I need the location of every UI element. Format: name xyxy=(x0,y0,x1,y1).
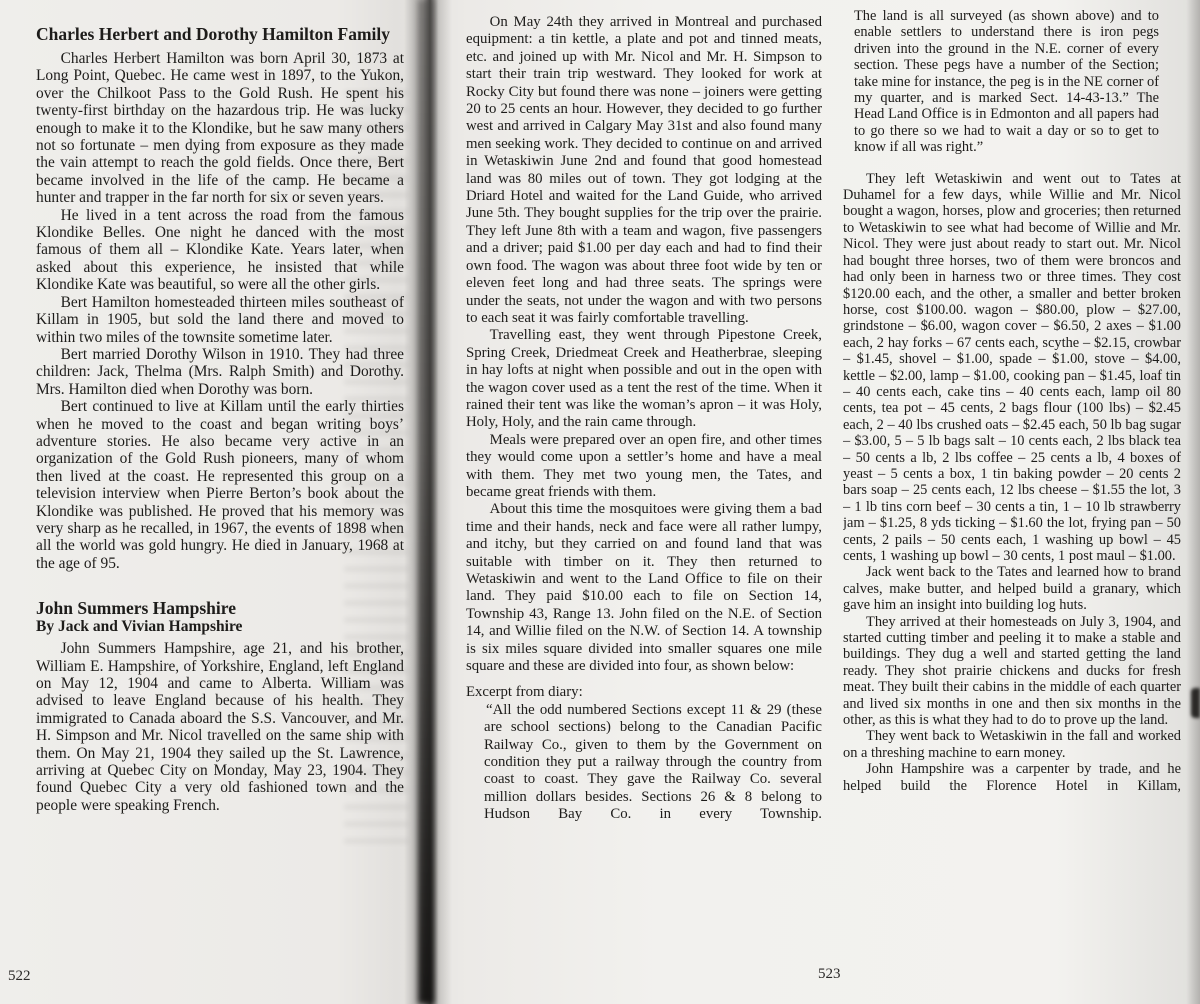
diary-quote-continuation: The land is all surveyed (as shown above) and to enable settlers to understand there is iron pegs driven into the ground in the N.E. corner of every section. These pegs have a number of the Section; take mine for instance, the peg is in the NE corner of my quarter, and is marked Sect. 14-43-13.” The Head Land Office is in Edmonton and all papers had to go there so we had to wait a day or so to get to know if all was right.” xyxy=(854,8,1159,156)
page-number-522: 522 xyxy=(8,968,31,984)
paragraph: Jack went back to the Tates and learned how to brand calves, make butter, and helped build a granary, which gave him an insight into building log huts. xyxy=(843,564,1181,614)
paragraph: About this time the mosquitoes were giving them a bad time and their hands, neck and face were all rather lumpy, and itchy, but they carried on and found land that was suitable with timber on it. They then returned to Wetaskiwin and went to the Land Office to file on their land. They paid $10.00 each to file on Section 14, Township 43, Range 13. John filed on the N.E. of Section 14, and Willie filed on the N.W. of Section 14. A township is six miles square divided into smaller squares one mile square and these are divided into four, as shown below: xyxy=(466,501,822,675)
paragraph: John Summers Hampshire, age 21, and his brother, William E. Hampshire, of Yorkshire, England, left England on May 12, 1904 and came to Alberta. William was advised to leave England because of his health. They immigrated to Canada aboard the S.S. Vancouver, and Mr. H. Simpson and Mr. Nicol travelled on the same ship with them. On May 21, 1904 they sailed up the St. Lawrence, arriving at Quebec City on Monday, May 23, 1904. They found Quebec City a very old fashioned town and the people were speaking French. xyxy=(36,640,404,814)
paragraph: He lived in a tent across the road from the famous Klondike Belles. One night he danced with the most famous of them all – Klondike Kate. Years later, when asked about this experience, he insisted that while Klondike Kate was beautiful, so were all the other girls. xyxy=(36,206,404,294)
paragraph: Charles Herbert Hamilton was born April 30, 1873 at Long Point, Quebec. He came west in 1897, to the Yukon, over the Chilkoot Pass to the Gold Rush. He spent his twenty-first birthday on the hazardous trip. He was lucky enough to make it to the Klondike, but he saw many others not so fortunate – men dying from exposure as they made the vain attempt to reach the gold fields. Once there, Bert became involved in the life of the camp. He became a hunter and trapper in the far north for six or seven years. xyxy=(36,50,404,207)
diary-quote: “All the odd numbered Sections except 11 & 29 (these are school sections) belong to the Canadian Pacific Railway Co., given to them by the Government on condition they put a railway through the country from coast to coast. They gave the Railway Co. several million dollars besides. Sections 26 & 8 belong to Hudson Bay Co. in every Township. xyxy=(484,701,822,823)
section-heading-hampshire: John Summers Hampshire xyxy=(36,598,236,619)
paragraph: Bert married Dorothy Wilson in 1910. They had three children: Jack, Thelma (Mrs. Ralph Smith) and Dorothy. Mrs. Hamilton died when Dorothy was born. xyxy=(36,345,404,398)
paragraph: Bert Hamilton homesteaded thirteen miles southeast of Killam in 1905, but sold the land there and moved to within two miles of the townsite sometime later. xyxy=(36,293,404,346)
page-edge-shadow xyxy=(1186,0,1200,1004)
paragraph: Meals were prepared over an open fire, and other times they would come upon a settler’s home and have a meal with them. They met two young men, the Tates, and became great friends with them. xyxy=(466,431,822,500)
book-gutter-shadow xyxy=(404,0,452,1004)
section-byline: By Jack and Vivian Hampshire xyxy=(36,618,243,636)
paragraph: They arrived at their homesteads on July 3, 1904, and started cutting timber and peeling it to make a stable and buildings. They dug a well and started getting the land ready. They shot prairie chickens and ducks for fresh meat. They built their cabins in the middle of each quarter and lived six months in one and then six months in the other, as this is what they had to do to prove up the land. xyxy=(843,613,1181,729)
page-522-column xyxy=(36,24,404,959)
paragraph: They went back to Wetaskiwin in the fall and worked on a threshing machine to earn money. xyxy=(843,728,1181,761)
page-523-column-right xyxy=(843,8,1181,973)
diary-excerpt-label: Excerpt from diary: xyxy=(466,684,583,701)
paragraph: John Hampshire was a carpenter by trade, and he helped build the Florence Hotel in Killam, xyxy=(843,761,1181,794)
paragraph: Travelling east, they went through Pipestone Creek, Spring Creek, Driedmeat Creek and Heatherbrae, sleeping in hay lofts at night when possible and out in the open with the wagon cover used as a tent the rest of the time. When it rained their tent was like the woman’s apron – it was Holy, Holy, Holy, and the rain came through. xyxy=(466,327,822,431)
paragraph: On May 24th they arrived in Montreal and purchased equipment: a tin kettle, a plate and pot and tinned meats, etc. and joined up with Mr. Nicol and Mr. H. Simpson to start their train trip westward. They looked for work at Rocky City but found there was none – joiners were getting 20 to 25 cents an hour. However, they decided to go further west and arrived in Calgary May 31st and also found many men seeking work. They decided to continue on and arrived in Wetaskiwin June 2nd and found that good homestead land was 80 miles out of town. They got lodging at the Driard Hotel and waited for the Land Guide, who arrived June 5th. They bought supplies for the trip over the prairie. They left June 8th with a team and wagon, five passengers and a driver; paid $1.00 per day each and had to find their own food. The wagon was about three foot wide by ten or eleven feet long and had three seats. The springs were under the seats, not under the wagon and with two persons to each seat it was fairly comfortable travelling. xyxy=(466,14,822,326)
page-number-523: 523 xyxy=(818,966,841,982)
book-gutter-shadow-core xyxy=(418,0,434,1004)
scan-smudge xyxy=(1191,688,1200,718)
paragraph: They left Wetaskiwin and went out to Tates at Duhamel for a few days, while Willie and Mr. Nicol bought a wagon, horses, plow and groceries; then returned to Wetaskiwin to see what had become of Willie and Mr. Nicol. They were just about ready to start out. Mr. Nicol had bought three horses, two of them were broncos and had only been in harness two or three times. They cost $120.00 each, and the other, a smaller and better broken horse, cost $100.00. wagon – $80.00, plow – $27.00, grindstone – $6.00, wagon cover – $6.50, 2 axes – $1.00 each, 2 hay forks – 67 cents each, scythe – $2.15, crowbar – $1.45, shovel – $1.00, spade – $1.00, stove – $4.00, kettle – $2.00, lamp – $1.00, cooking pan – $1.45, loaf tin – 40 cents each, cake tins – 40 cents each, lamp oil 80 cents, tea pot – 45 cents, 2 bags flour (100 lbs) – $2.45 each, 2 – 40 lbs crushed oats – $2.45 each, 50 lb bag sugar – $3.00, 5 – 5 lb bags salt – 10 cents each, 2 lbs black tea – 50 cents a lb, 2 lbs coffee – 25 cents a lb, 4 boxes of yeast – 5 cents a box, 1 tin baking powder – 20 cents 2 bars soap – 25 cents each, 12 lbs cheese – $1.55 the lot, 3 – 1 lb tins corn beef – 30 cents a tin, 1 – 10 lb strawberry jam – $1.25, 8 yds ticking – $1.60 the lot, frying pan – 50 cents, 2 pails – 50 cents each, 1 washing up bowl – 45 cents, 1 washing up bowl – 30 cents, 1 post maul – $1.00. xyxy=(843,170,1181,564)
page-523-column-left xyxy=(466,14,822,964)
section-heading-hamilton: Charles Herbert and Dorothy Hamilton Family xyxy=(36,24,391,44)
paragraph: Bert continued to live at Killam until the early thirties when he moved to the coast and began writing boys’ adventure stories. He also became very active in an organization of the Gold Rush pioneers, many of whom then lived at the coast. He represented this group on a television interview when Pierre Berton’s book about the Klondike was published. He proved that his memory was very sharp as he recalled, in 1967, the events of 1898 when all the world was gold hungry. He died in January, 1968 at the age of 95. xyxy=(36,398,404,572)
